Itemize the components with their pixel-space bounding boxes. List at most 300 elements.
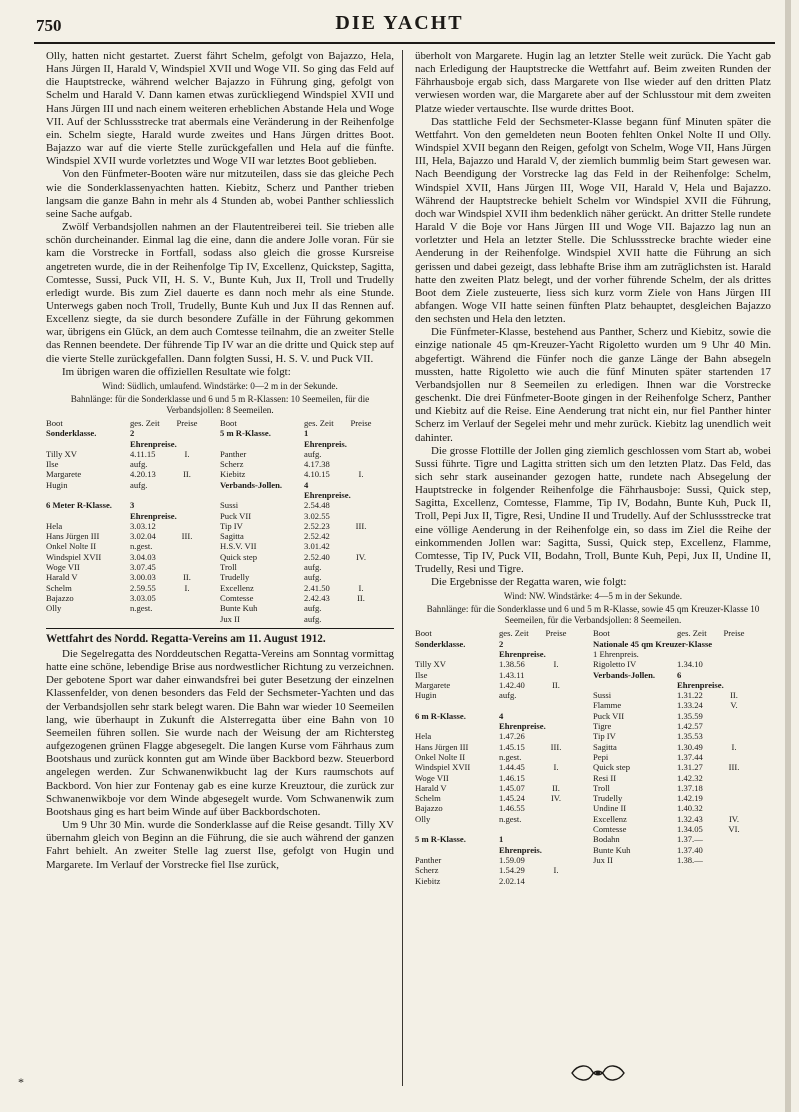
boat-name: Kiebitz [220,469,246,480]
total-time: 2.02.14 [499,875,525,886]
table-row [220,459,394,469]
total-time: 1.45.24 [499,793,525,804]
prize: IV. [355,551,367,562]
table-row [415,824,593,834]
results-table-2-right [593,628,771,885]
boat-name: Hugin [46,479,68,490]
boat-name: Hugin [415,690,437,701]
results-table-2-left [415,628,593,885]
prize [543,824,569,834]
prize: II. [552,782,560,793]
column-header: ges. Zeit [677,628,707,639]
column-header: Boot [415,628,432,639]
total-time: 1.31.27 [677,762,703,773]
table-header [593,628,771,638]
prize [721,845,747,855]
column-header: Boot [593,628,610,639]
prize: I. [731,741,737,752]
paragraph: Von den Fünfmeter-Booten wäre nur mitzuteilen, dass sie das gleiche Pech wie die Sonderklassenyachten hatten. Kiebitz, Scherz und Panther trieben langsam die ganze Bahn in mehr als 4 Stunden ab, wobei Panther schliesslich seine Sache aufgab. [46,168,394,220]
prize: V. [730,700,738,711]
table-row [593,659,771,669]
prize [348,531,374,541]
total-time: 4.20.13 [130,469,156,480]
table-row [415,814,593,824]
left-column [46,50,394,872]
boat-name: Ilse [46,459,59,470]
boat-name: 1 Ehrenpreis. [593,649,639,659]
total-time: 1.46.55 [499,803,525,814]
prize [348,541,374,551]
boat-name: Pepi [593,751,609,762]
table-row [415,659,593,669]
total-time: 3 Ehrenpreise. [130,500,177,521]
prize [543,731,569,741]
prize: II. [183,572,191,583]
boat-name: Bunte Kuh [220,603,258,614]
total-time [677,649,721,659]
total-time: 1.45.15 [499,741,525,752]
ornament-icon [568,1062,628,1084]
paragraph: Das stattliche Feld der Sechsmeter-Klasse begann fünf Minuten später die Wettfahrt. Von den gemeldeten neun Booten fehlten Onkel Nolte II und Olly. Windspiel XVII begann den Reigen, gefolgt von Schelm, Woge VII, Hans Jürgen III, Hela, Bajazzo und Harald V, der ziemlich bummlig beim Start gewesen war. Nach Beendigung der Vorstrecke lag das Feld in der Reihenfolge: Schelm, Windspiel XVII, Hans Jürgen III, Woge VII, Harald V, Hela und Bajazzo. Während der Hauptstrecke behielt Schelm vor Windspiel XVII die Führung, doch war Windspiel XVII ihm bedenklich näher gerückt. An dritter Stelle rundete Harald V die Boje vor Hans Jürgen III und Woge VII. Bajazzo lag nun an vorletzter und Hela an letzter Stelle. Die Schlussstrecke brachte wieder eine Aenderung in der Reihenfolge. Windspiel XVII hatte die Führung an sich gerissen und dabei gezeigt, dass lebhafte Brise ihm am zuträglichsten ist. Harald hatte den zweiten Platz belegt, und der vorher führende Schelm, der als drittes Boot dem Ziele zusteuerte, liess sich kurz vorm Ziele von Hans Jürgen III abfangen. Woge VII hatte seinen fünften Platz behauptet, desgleichen Bajazzo den sechsten und Hela den letzten. [415,115,771,326]
table-row [220,603,394,613]
table-row [593,814,771,824]
total-time [130,490,174,500]
total-time: 2.41.50 [304,582,330,593]
paragraph: Die Ergebnisse der Regatta waren, wie folgt: [431,576,627,589]
class-heading-row [593,670,771,691]
total-time: aufg. [304,613,322,624]
prize: I. [358,582,364,593]
total-time: 6 Ehrenpreise. [677,669,724,690]
boat-name: 6 m R-Klasse. [415,710,466,721]
column-header: Preise [350,417,372,428]
table-row [415,680,593,690]
table-header [220,418,394,428]
total-time: aufg. [304,603,322,614]
boat-name: 6 Meter R-Klasse. [46,500,112,511]
results-table-1 [46,418,394,624]
table-row [46,490,220,500]
total-time: 1.47.26 [499,731,525,742]
total-time: n.gest. [499,751,522,762]
total-time: n.gest. [499,813,522,824]
total-time: 1.42.40 [499,679,525,690]
header-rule [34,42,775,44]
prize [174,593,200,603]
table-row [415,876,593,886]
boat-name: Excellenz [220,582,254,593]
boat-name [415,824,499,834]
total-time [499,700,543,710]
boat-name: Puck VII [593,710,625,721]
boat-name: Onkel Nolte II [415,751,466,762]
total-time [677,639,721,649]
total-time: 1.34.10 [677,659,703,670]
total-time: n.gest. [130,603,153,614]
total-time: 3.02.04 [130,531,156,542]
total-time: 2.59.55 [130,582,156,593]
prize [543,670,569,680]
boat-name: Olly [46,603,62,614]
boat-name: Panther [220,448,247,459]
table-row [593,845,771,855]
table-row [220,583,394,593]
prize [348,449,374,459]
boat-name: Windspiel XVII [415,762,471,773]
total-time: 1.37.18 [677,782,703,793]
class-heading-row [415,834,593,855]
boat-name: Bajazzo [46,592,74,603]
table-row [593,731,771,741]
total-time: 1.40.32 [677,803,703,814]
boat-name: Verbands-Jollen. [593,669,655,680]
table-row [415,742,593,752]
table-row [46,562,220,572]
boat-name: 5 m R-Klasse. [220,428,271,439]
boat-name [46,490,130,500]
prize: III. [181,531,193,542]
prize [543,711,569,732]
column-header: ges. Zeit [130,417,160,428]
table-row [415,793,593,803]
boat-name: Tigre [593,721,612,732]
prize [348,562,374,572]
prize: I. [553,659,559,670]
total-time: 1.30.49 [677,741,703,752]
class-heading-row [220,480,394,501]
paragraph: Die Fünfmeter-Klasse, bestehend aus Panther, Scherz und Kiebitz, sowie die einzige nationale 45 qm-Kreuzer-Yacht Rigoletto wurden um 9 Uhr 40 Min. abgefertigt. Während die Fünfer noch die ganze Länge der Bahn absegeln mussten, hatte Rigoletto wie auch die fünf Minuten später startenden 17 Verbandsjollen nur 8 Seemeilen zu erledigen. Ihnen war die Vorstrecke geschenkt. Die drei Fünfmeter-Boote gingen in der Reihenfolge Scherz, Panther und Kiebitz auf die Reise. Eine Aenderung trat nicht ein, nur fiel Panther hinter Scherz im Verlauf der Segelei mehr und mehr zurück. Kiebitz lag unendlich weit dahinter. [415,326,771,444]
table-row [593,824,771,834]
total-time: aufg. [304,562,322,573]
table-row [220,449,394,459]
boat-name: Windspiel XVII [46,551,102,562]
prize [543,752,569,762]
boat-name: Bunte Kuh [593,844,631,855]
table-row [593,793,771,803]
total-time: aufg. [499,690,517,701]
prize: II. [552,679,560,690]
total-time [499,824,543,834]
boat-name: Comtesse [220,592,254,603]
boat-name: Sagitta [593,741,617,752]
boat-name: Harald V [46,572,78,583]
boat-name: Puck VII [220,510,252,521]
section-rule [46,628,394,629]
prize [721,793,747,803]
prize [543,690,569,700]
table-row [415,855,593,865]
boat-name: Tip IV [593,731,616,742]
table-row [46,459,220,469]
table-row [220,531,394,541]
total-time: 1.37.44 [677,751,703,762]
paragraph: Im übrigen waren die offiziellen Resultate wie folgt: [62,365,291,378]
table-row [593,700,771,710]
paragraph: Zwölf Verbandsjollen nahmen an der Flautentreiberei teil. Sie trieben alle schön durcheinander. Einmal lag die eine, dann die andere Jolle voran. Für sie kam die Vorstrecke in Fortfall, sodass also gleich die grosse Kursreise angetreten wurde, die in der Reihenfolge Tip IV, Excellenz, Quickstep, Sagitta, Comtesse, Sussi, Puck VII, H. S. V., Bunte Kuh, Jux II, Troll und Trudelly erledigt wurde. Bis zum Ziel dauerte es dann noch mehr als eine Stunde. Unterwegs gaben noch Troll, Trudelly, Bunte Kuh und Jux II das Rennen auf. Excellenz siegte, da sie durch besondere Zufälle in der Führung gekommen war, übrigens ein Glück, an dem auch Comtesse teilnahm, die an zweiter Stelle das Rennen beendete. Der führende Tip IV war an die dritte und Quick step auf die vierte Stelle zurückgefallen. Dann folgten Sussi, H. S. V. und Puck VII. [46,221,394,365]
boat-name: Trudelly [220,572,250,583]
boat-name: Verbands-Jollen. [220,479,282,490]
prize [348,511,374,521]
table-row [415,762,593,772]
total-time: aufg. [130,479,148,490]
prize: IV. [728,813,740,824]
total-time: 1.33.24 [677,700,703,711]
column-header: Boot [46,417,63,428]
total-time: 1.59.09 [499,854,525,865]
total-time: 1 Ehrenpreis. [304,428,347,449]
total-time: 1.45.07 [499,782,525,793]
boat-name: Jux II [593,854,613,865]
prize: VI. [728,824,740,835]
prize: I. [184,448,190,459]
prize [174,552,200,562]
prize [543,876,569,886]
boat-name: Jux II [220,613,240,624]
paragraph: Olly, hatten nicht gestartet. Zuerst fährt Schelm, gefolgt von Bajazzo, Hela, Hans Jürgen II, Harald V, Windspiel XVII und Woge VII. So ging das Feld auf die Hauptstrecke, während welcher Bajazzo in Führung ging, gefolgt von Schelm und Harald V. Dann kamen etwas zurückliegend Windspiel XVII und Hans Jürgen III und nach einem weiteren erheblichen Abstande Hela und Woge VII. Auf der Schlussstrecke trat abermals eine Veränderung in der Reihenfolge ein. Schelm siegte, Harald wurde zweites und Hans Jürgen drittes Boot. Bajazzo war auf die vierte Stelle zurückgefallen und Hela auf die fünfte. Windspiel XVII wurde vorletztes und Woge VII war letztes Boot geblieben. [46,50,394,168]
boat-name: Troll [220,562,237,573]
table-row [220,469,394,479]
prize [721,773,747,783]
table-row [46,531,220,541]
boat-name: Bodahn [593,834,620,845]
table-row [220,562,394,572]
prize [174,562,200,572]
total-time: 2 Ehrenpreise. [499,638,546,659]
results-course-note: Bahnlänge: für die Sonderklasse und 6 und 5 m R-Klasse, sowie 45 qm Kreuzer-Klasse 10 Seemeilen, für die Verbandsjollen: 8 Seemeilen. [426,604,760,626]
boat-name: Scherz [220,459,244,470]
total-time: 1.32.43 [677,813,703,824]
prize [543,639,569,660]
prize [348,572,374,582]
boat-name: Troll [593,782,610,793]
class-heading-row [46,500,220,521]
total-time: 1.38.— [677,854,703,865]
footer-mark: * [18,1075,24,1089]
section-title: Wettfahrt des Nordd. Regatta-Vereins am 11. August 1912. [46,632,326,645]
boat-name: Tip IV [220,520,243,531]
prize [721,752,747,762]
class-heading-row [46,428,220,449]
results-table-1-left [46,418,220,624]
boat-name: H.S.V. VII [220,541,257,552]
table-row [220,500,394,510]
boat-name: Panther [415,854,442,865]
total-time: 2 Ehrenpreise. [130,428,177,449]
table-row [220,511,394,521]
total-time: 2.52.23 [304,520,330,531]
prize [348,500,374,510]
table-row [415,690,593,700]
table-row [593,834,771,844]
table-header [415,628,593,638]
table-row [593,773,771,783]
table-row [415,731,593,741]
class-heading-row [593,639,771,649]
prize [721,639,747,649]
column-header: Preise [176,417,198,428]
prize [721,834,747,844]
boat-name: Sussi [593,690,612,701]
prize [543,814,569,824]
prize [543,803,569,813]
boat-name: Scherz [415,865,439,876]
table-row [46,469,220,479]
table-row [593,721,771,731]
prize [721,711,747,721]
total-time: 1.38.56 [499,659,525,670]
boat-name: 5 m R-Klasse. [415,834,466,845]
total-time: 2.54.48 [304,500,330,511]
table-row [46,603,220,613]
total-time: 1 Ehrenpreis. [499,834,542,855]
column-divider [402,50,403,1086]
prize [174,541,200,551]
table-row [593,690,771,700]
prize [174,459,200,469]
results-wind-note: Wind: Südlich, umlaufend. Windstärke: 0—2 m in der Sekunde. [102,380,338,391]
boat-name: Harald V [415,782,447,793]
prize: III. [728,762,740,773]
prize [721,659,747,669]
paragraph: Die Segelregatta des Norddeutschen Regatta-Vereins am Sonntag vormittag hatte eine schöne, lebendige Brise aus nordwestlicher Richtung zu verzeichnen. Der gebotene Sport war daher einwandsfrei bei guter Besetzung der einzelnen Klassenfelder, von denen besonders das Feld der Sechsmeter-Yachten und das der Verbandsjollen sehr stark belegt waren. Die Bahn war wieder 10 Seemeilen lang, wie überhaupt in Zukunft die Alsterregatta über eine Bahn von 10 Seemeilen führen sollen. Sie wurde nach der Weisung der am Richtersteg aufgezogenen grünen Flagge abgesegelt. Die langen Kurse vom Fährhaus zum Bootshaus und zurück konnten gut am Winde über Backbord bezw. Steuerbord angelegen werden. Zur Schwanenwikbucht lag der Kurs raumschots auf Backbord. Von hier zur Fontenay gab es eine kurze Kreuztour, die zurück zur Schwanenwikboje vor dem Winde abgesegelt wurde. Vom Schwanenwik zum Bootshaus ging es hart beim Winde auf über Backbordschoten. [46,648,394,818]
boat-name: Flamme [593,700,622,711]
boat-name: Nationale 45 qm Kreuzer-Klasse [593,638,713,649]
table-row [593,711,771,721]
total-time: 1.37.— [677,834,703,845]
table-row [46,449,220,459]
table-row [593,762,771,772]
total-time: 1.42.19 [677,793,703,804]
table-row [46,552,220,562]
right-column [415,50,771,886]
total-time: 1.42.32 [677,772,703,783]
total-time: 1.31.22 [677,690,703,701]
table-row [220,552,394,562]
table-row [220,614,394,624]
table-row [220,541,394,551]
table-row [46,583,220,593]
table-row [46,593,220,603]
prize [174,480,200,490]
prize [174,500,200,521]
boat-name: Margarete [46,469,82,480]
boat-name: Rigoletto IV [593,659,637,670]
total-time: 1.35.59 [677,710,703,721]
boat-name: Schelm [415,793,441,804]
prize: I. [358,469,364,480]
table-row [46,572,220,582]
boat-name: Schelm [46,582,72,593]
prize [721,649,747,659]
prize [721,721,747,731]
results-table-1-right [220,418,394,624]
boat-name: Hela [415,731,432,742]
prize [348,480,374,501]
total-time: 1.43.11 [499,669,525,680]
total-time: 2.52.42 [304,531,330,542]
table-header [46,418,220,428]
total-time: aufg. [304,448,322,459]
prize [721,855,747,865]
prize [348,459,374,469]
boat-name: Kiebitz [415,875,441,886]
prize [721,670,747,691]
table-row [220,521,394,531]
prize [721,803,747,813]
results-wind-note: Wind: NW. Windstärke: 4—5 m in der Sekunde. [503,591,683,602]
prize: III. [550,741,562,752]
prize: II. [183,469,191,480]
prize: I. [553,762,559,773]
table-row [415,752,593,762]
column-header: Boot [220,417,237,428]
table-row [46,521,220,531]
class-heading-row [415,639,593,660]
prize [174,603,200,613]
prize [174,428,200,449]
boat-name: Resi II [593,772,617,783]
total-time: 3.01.42 [304,541,330,552]
total-time: 3.03.05 [130,592,156,603]
boat-name: Hans Jürgen III [415,741,469,752]
table-row [593,783,771,793]
class-heading-row [220,428,394,449]
boat-name: Ilse [415,669,428,680]
prize [174,490,200,500]
table-row [593,742,771,752]
prize: III. [355,520,367,531]
paragraph: überholt von Margarete. Hugin lag an letzter Stelle weit zurück. Die Yacht gab nach Erledigung der Hauptstrecke die Wettfahrt auf. Beim zweiten Runden der Fährhausboje ergab sich, dass Margarete von Ilse wieder auf den dritten Platz verwiesen worden war, die Margarete aber auf der Schlusstour mit dem zweiten Platze wieder vertauschte. Ilse wurde drittes Boot. [415,50,771,115]
page-number: 750 [36,16,62,35]
total-time: 3.00.03 [130,572,156,583]
results-course-note: Bahnlänge: für die Sonderklasse und 6 und 5 m R-Klassen: 10 Seemeilen, für die Verbandsjollen: 8 Seemeilen. [70,393,370,415]
boat-name: Margarete [415,679,451,690]
total-time: aufg. [130,459,148,470]
total-time: 3.03.12 [130,520,156,531]
column-header: Preise [545,628,567,639]
table-row [220,572,394,582]
paragraph: Um 9 Uhr 30 Min. wurde die Sonderklasse auf die Reise gesandt. Tilly XV übernahm gleich von Beginn an die Führung, die sie auch während der ganzen Fahrt behielt. An zweiter Stelle lag zuerst Ilse, gefolgt von Hugin und Margarete. Im Verlauf der Vorstrecke fiel Ilse zurück, [46,819,394,871]
table-row [415,783,593,793]
paragraph: Die grosse Flottille der Jollen ging ziemlich geschlossen vom Start ab, wobei Sussi führte. Tigre und Lagitta stritten sich um den letzten Platz. Das Feld, das sich sehr stark auseinander gezogen hatte, rundete nach Absegelung der Hauptstrecke in folgender Reihenfolge die Fährhausboje: Sussi, Quick step, Sagitta, Excellenz, Comtesse, Flamme, Tip IV, Bodahn, Bunte Kuh, Puck II, Troll, Pepi Jux II, Tigre, Resi, Undine II und Trudelly. Auf der Schlussstrecke trat eine völlige Aenderung in der Reihenfolge ein, so dass im Ziel die Reihe der einkommenden Jollen war: Sagitta, Sussi, Quick step, Excellenz, Flamme, Comtesse, Tip IV, Puck VII, Bodahn, Troll, Bunte Kuh, Pepi, Jux II, Undine II, Trudelly, Resi und Tigre. [415,444,771,576]
running-title: DIE YACHT [335,12,464,34]
boat-name: Sussi [220,500,239,511]
total-time: 2.42.43 [304,592,330,603]
prize: I. [184,582,190,593]
table-row [415,773,593,783]
table-row [415,670,593,680]
prize [543,855,569,865]
total-time: n.gest. [130,541,153,552]
boat-name: Woge VII [46,562,80,573]
prize: I. [553,865,559,876]
total-time: 1.35.53 [677,731,703,742]
column-header: ges. Zeit [499,628,529,639]
results-table-2 [415,628,771,885]
table-row [593,855,771,865]
table-row [593,752,771,762]
table-row [46,480,220,490]
boat-name: Hans Jürgen III [46,531,100,542]
total-time: 1.54.29 [499,865,525,876]
total-time: 1.34.05 [677,824,703,835]
total-time: 1.46.15 [499,772,525,783]
prize [721,731,747,741]
boat-name: Quick step [593,762,630,773]
boat-name: Sonderklasse. [415,638,466,649]
column-header: Preise [723,628,745,639]
table-row [593,803,771,813]
